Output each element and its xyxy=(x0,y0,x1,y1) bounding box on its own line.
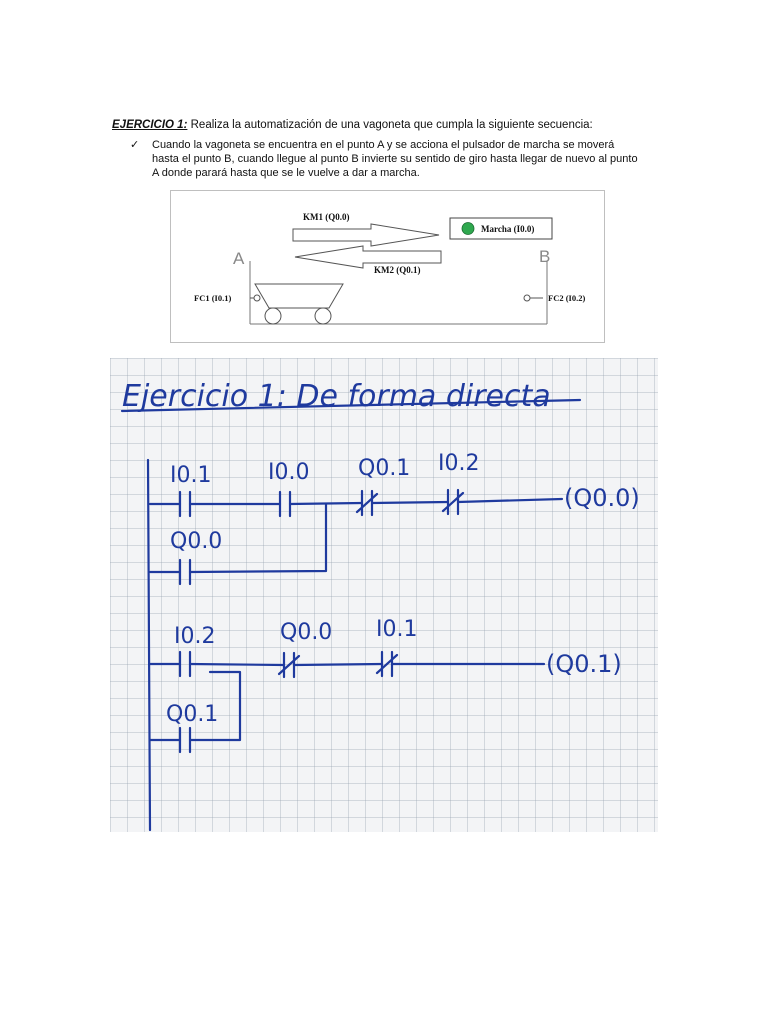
marcha-led-icon xyxy=(462,223,474,235)
fc1-label: FC1 (I0.1) xyxy=(194,293,232,303)
km1-arrow xyxy=(293,224,439,246)
exercise-title: Realiza la automatización de una vagoneta que cumpla la siguiente secuencia: xyxy=(187,119,593,131)
r1-contact-1-label: I0.1 xyxy=(170,463,212,488)
marcha-label: Marcha (I0.0) xyxy=(481,224,535,234)
r1-latch-label: Q0.0 xyxy=(170,529,223,554)
r2-coil-label: (Q0.1) xyxy=(546,650,622,678)
r2-latch-label: Q0.1 xyxy=(166,702,219,727)
r2-contact-2-label: Q0.0 xyxy=(280,620,333,645)
fc2-label: FC2 (I0.2) xyxy=(548,293,586,303)
statement-line-3: A donde parará hasta que se le vuelve a dar a marcha. xyxy=(152,167,420,179)
r1-contact-4-label: I0.2 xyxy=(438,451,480,476)
handwritten-ladder-photo xyxy=(110,358,658,832)
r1-contact-3-label: Q0.1 xyxy=(358,456,411,481)
cart-diagram xyxy=(170,190,605,343)
fc1-switch-icon xyxy=(254,295,260,301)
km2-label: KM2 (Q0.1) xyxy=(374,265,421,275)
r2-contact-1-label: I0.2 xyxy=(174,624,216,649)
exercise-label: EJERCICIO 1: xyxy=(112,119,188,131)
r2-contact-3-label: I0.1 xyxy=(376,617,418,642)
statement-line-1: Cuando la vagoneta se encuentra en el punto A y se acciona el pulsador de marcha se moverá xyxy=(152,139,615,151)
point-b-label: B xyxy=(539,247,551,266)
left-power-rail xyxy=(148,460,150,830)
handwritten-title: Ejercicio 1: De forma directa xyxy=(122,379,551,414)
statement-text xyxy=(152,138,662,180)
check-icon: ✓ xyxy=(130,139,140,151)
fc2-switch-icon xyxy=(524,295,530,301)
r1-coil-label: (Q0.0) xyxy=(564,484,640,512)
exercise-heading xyxy=(112,118,672,132)
r1-contact-2-label: I0.0 xyxy=(268,460,310,485)
cart-icon xyxy=(255,284,343,324)
km1-label: KM1 (Q0.0) xyxy=(303,212,350,222)
statement-line-2: hasta el punto B, cuando llegue al punto B invierte su sentido de giro hasta llegar de nuevo al punto xyxy=(152,153,638,165)
point-a-label: A xyxy=(233,249,245,268)
